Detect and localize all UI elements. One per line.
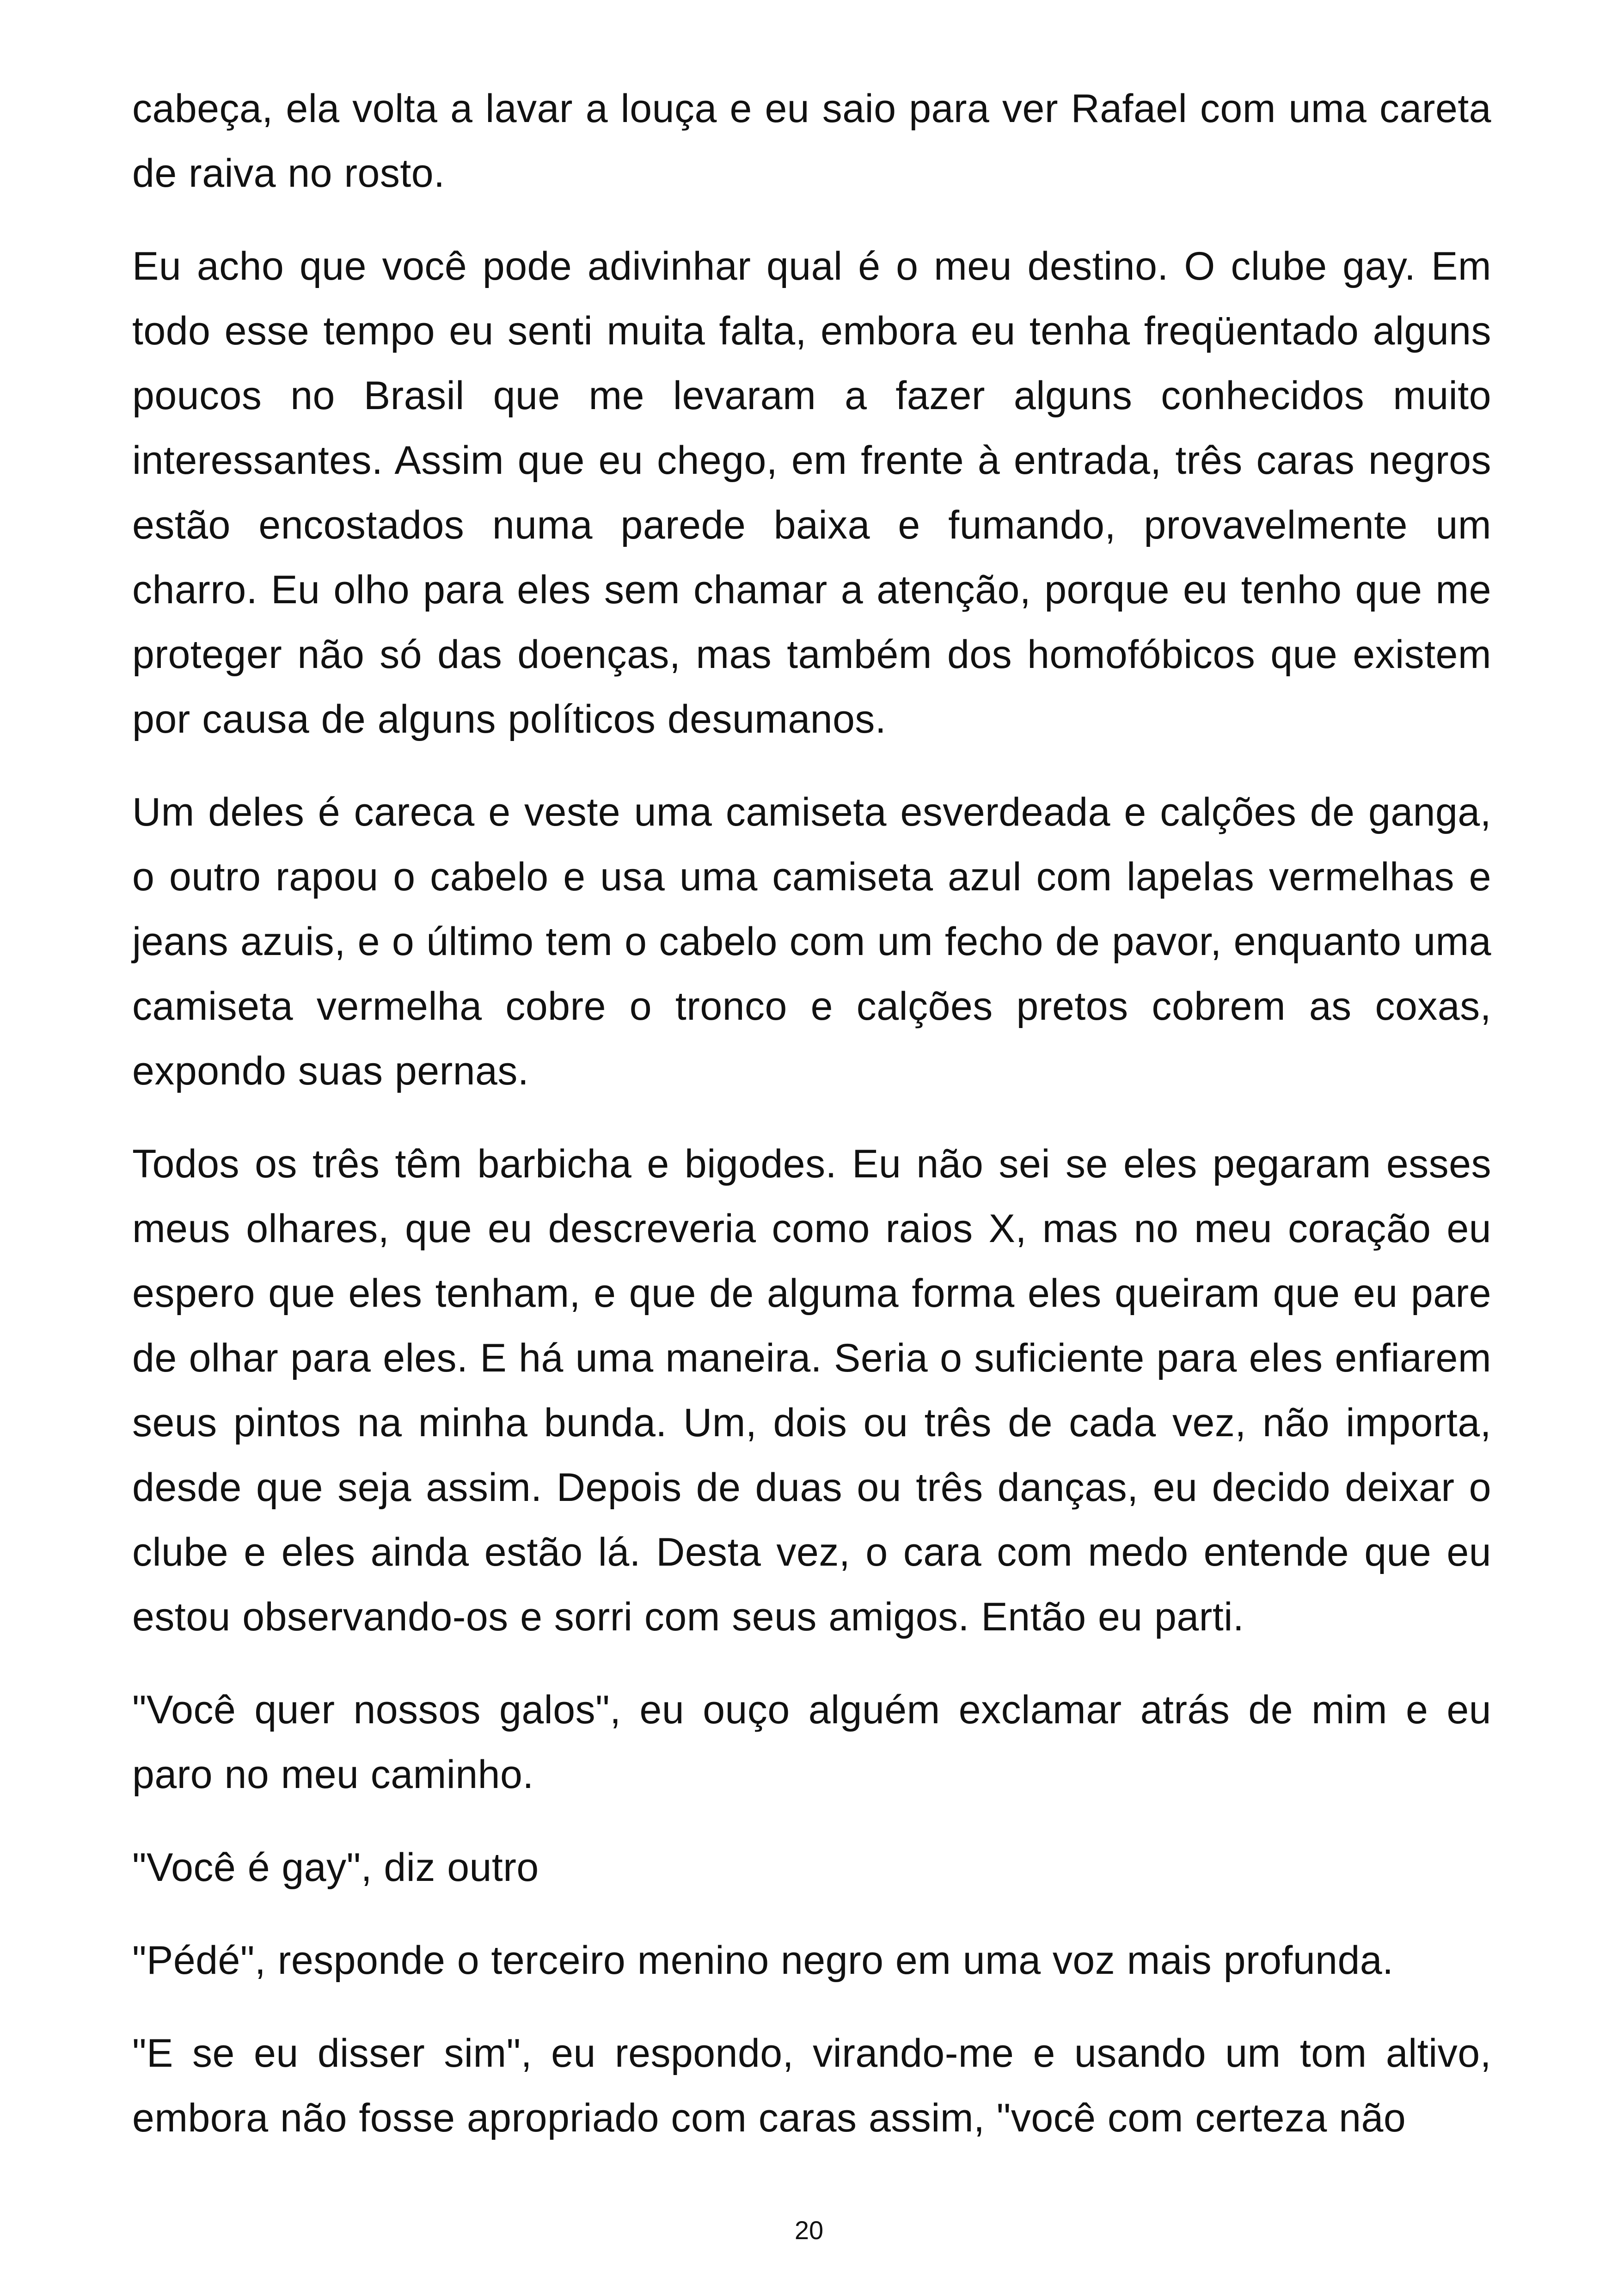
paragraph: "Você é gay", diz outro xyxy=(132,1845,539,1890)
paragraph: Um deles é careca e veste uma camiseta esverdeada e calções de ganga, o outro rapou o cabelo e usa uma camiseta azul com lapelas vermelhas e jeans azuis, e o último tem o cabelo com um fecho de pavor, enquanto uma camiseta vermelha cobre o tronco e calções pretos cobrem as coxas, expondo suas pernas. xyxy=(132,790,1491,1093)
paragraph: "Você quer nossos galos", eu ouço alguém exclamar atrás de mim e eu paro no meu caminho. xyxy=(132,1688,1491,1797)
paragraph: cabeça, ela volta a lavar a louça e eu saio para ver Rafael com uma careta de raiva no rosto. xyxy=(132,86,1491,196)
paragraph: "E se eu disser sim", eu respondo, virando-me e usando um tom altivo, embora não fosse apropriado com caras assim, "você com certeza não xyxy=(132,2031,1491,2140)
page-number: 20 xyxy=(794,2216,824,2245)
paragraph: "Pédé", responde o terceiro menino negro em uma voz mais profunda. xyxy=(132,1938,1394,1983)
page-body xyxy=(132,76,1491,2179)
paragraph: Todos os três têm barbicha e bigodes. Eu não sei se eles pegaram esses meus olhares, que eu descreveria como raios X, mas no meu coração eu espero que eles tenham, e que de alguma forma eles queiram que eu pare de olhar para eles. E há uma maneira. Seria o suficiente para eles enfiarem seus pintos na minha bunda. Um, dois ou três de cada vez, não importa, desde que seja assim. Depois de duas ou três danças, eu decido deixar o clube e eles ainda estão lá. Desta vez, o cara com medo entende que eu estou observando-os e sorri com seus amigos. Então eu parti. xyxy=(132,1142,1491,1639)
paragraph: Eu acho que você pode adivinhar qual é o meu destino. O clube gay. Em todo esse tempo eu senti muita falta, embora eu tenha freqüentado alguns poucos no Brasil que me levaram a fazer alguns conhecidos muito interessantes. Assim que eu chego, em frente à entrada, três caras negros estão encostados numa parede baixa e fumando, provavelmente um charro. Eu olho para eles sem chamar a atenção, porque eu tenho que me proteger não só das doenças, mas também dos homofóbicos que existem por causa de alguns políticos desumanos. xyxy=(132,244,1491,741)
